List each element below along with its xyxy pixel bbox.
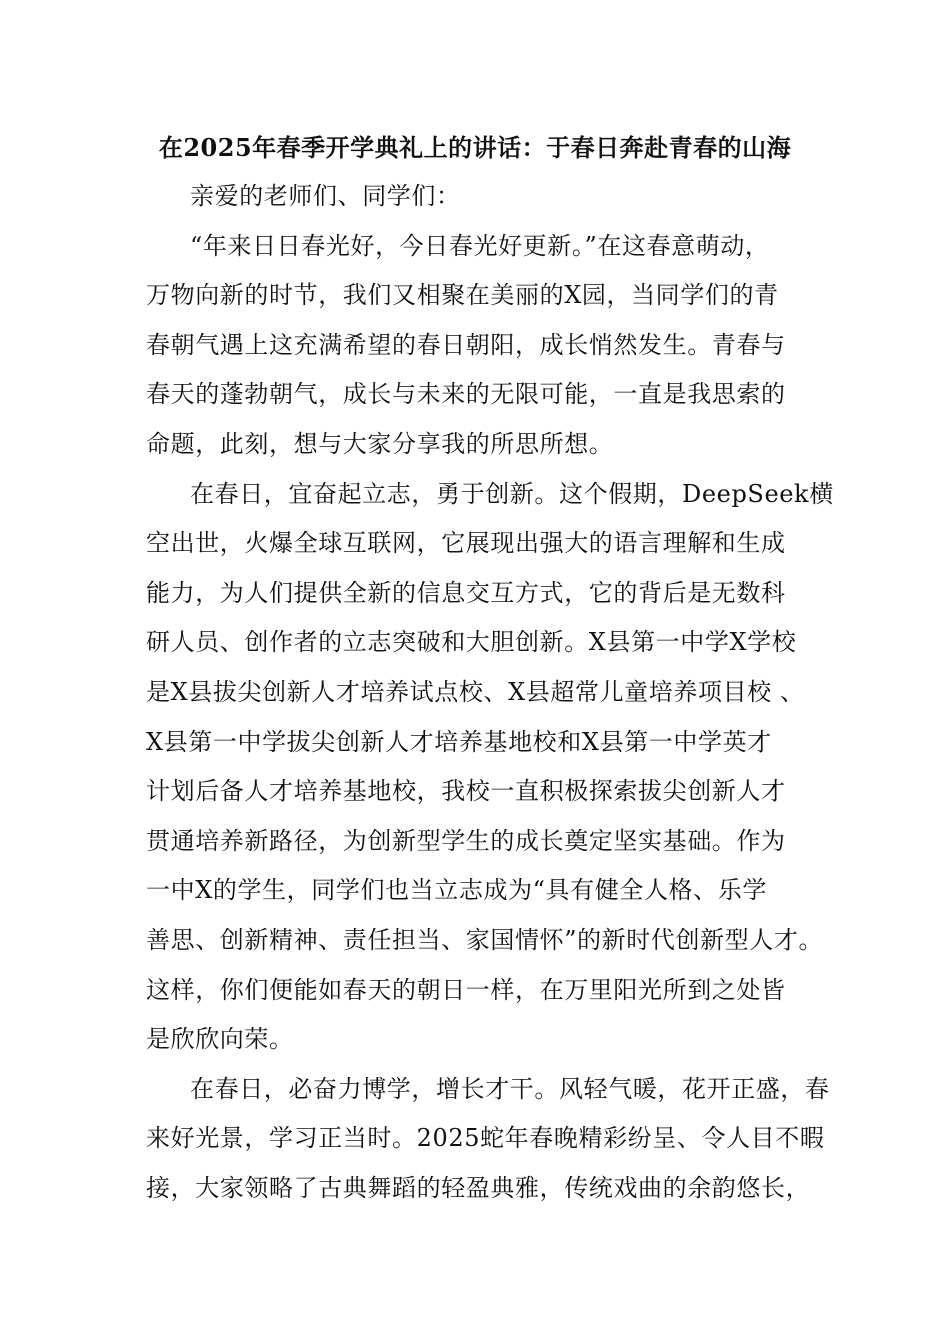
text-line: 命题，此刻，想与大家分享我的所思所想。: [146, 429, 614, 458]
text-line: 能力，为人们提供全新的信息交互方式，它的背后是无数科: [146, 578, 786, 607]
text-line: 在春日，宜奋起立志，勇于创新。这个假期，DeepSeek横: [190, 479, 834, 508]
text-line: 善思、创新精神、责任担当、家国情怀”的新时代创新型人才。: [146, 925, 824, 954]
text-line: 春天的蓬勃朝气，成长与未来的无限可能，一直是我思索的: [146, 380, 786, 409]
text-line: 这样，你们便能如春天的朝日一样，在万里阳光所到之处皆: [146, 975, 786, 1004]
text-line: 来好光景，学习正当时。2025蛇年春晚精彩纷呈、令人目不暇: [146, 1124, 825, 1153]
text-line: 是欣欣向荣。: [146, 1025, 294, 1054]
text-line: 计划后备人才培养基地校，我校一直积极探索拔尖创新人才: [146, 777, 786, 806]
text-line: 是X县拔尖创新人才培养试点校、X县超常儿童培养项目校 、: [146, 677, 805, 706]
text-line: 亲爱的老师们、同学们：: [190, 182, 461, 210]
text-line: 贯通培养新路径，为创新型学生的成长奠定坚实基础。作为: [146, 826, 786, 855]
text-line: 万物向新的时节，我们又相聚在美丽的X园，当同学们的青: [146, 281, 779, 310]
text-line: 空出世，火爆全球互联网，它展现出强大的语言理解和生成: [146, 529, 786, 558]
text-line: 在春日，必奋力博学，增长才干。风轻气暖，花开正盛，春: [190, 1074, 830, 1103]
document-body: [146, 172, 834, 1213]
text-line: 研人员、创作者的立志突破和大胆创新。X县第一中学X学校: [146, 628, 797, 657]
text-line: 春朝气遇上这充满希望的春日朝阳，成长悄然发生。青春与: [146, 330, 786, 359]
text-line: 接，大家领略了古典舞蹈的轻盈典雅，传统戏曲的余韵悠长，: [146, 1173, 811, 1202]
text-line: “年来日日春光好，今日春光好更新。”在这春意萌动，: [190, 231, 770, 260]
text-line: X县第一中学拔尖创新人才培养基地校和X县第一中学英才: [146, 727, 772, 756]
text-line: 一中X的学生，同学们也当立志成为“具有健全人格、乐学: [146, 876, 767, 905]
document-title: 在2025年春季开学典礼上的讲话：于春日奔赴青春的山海: [158, 133, 792, 162]
